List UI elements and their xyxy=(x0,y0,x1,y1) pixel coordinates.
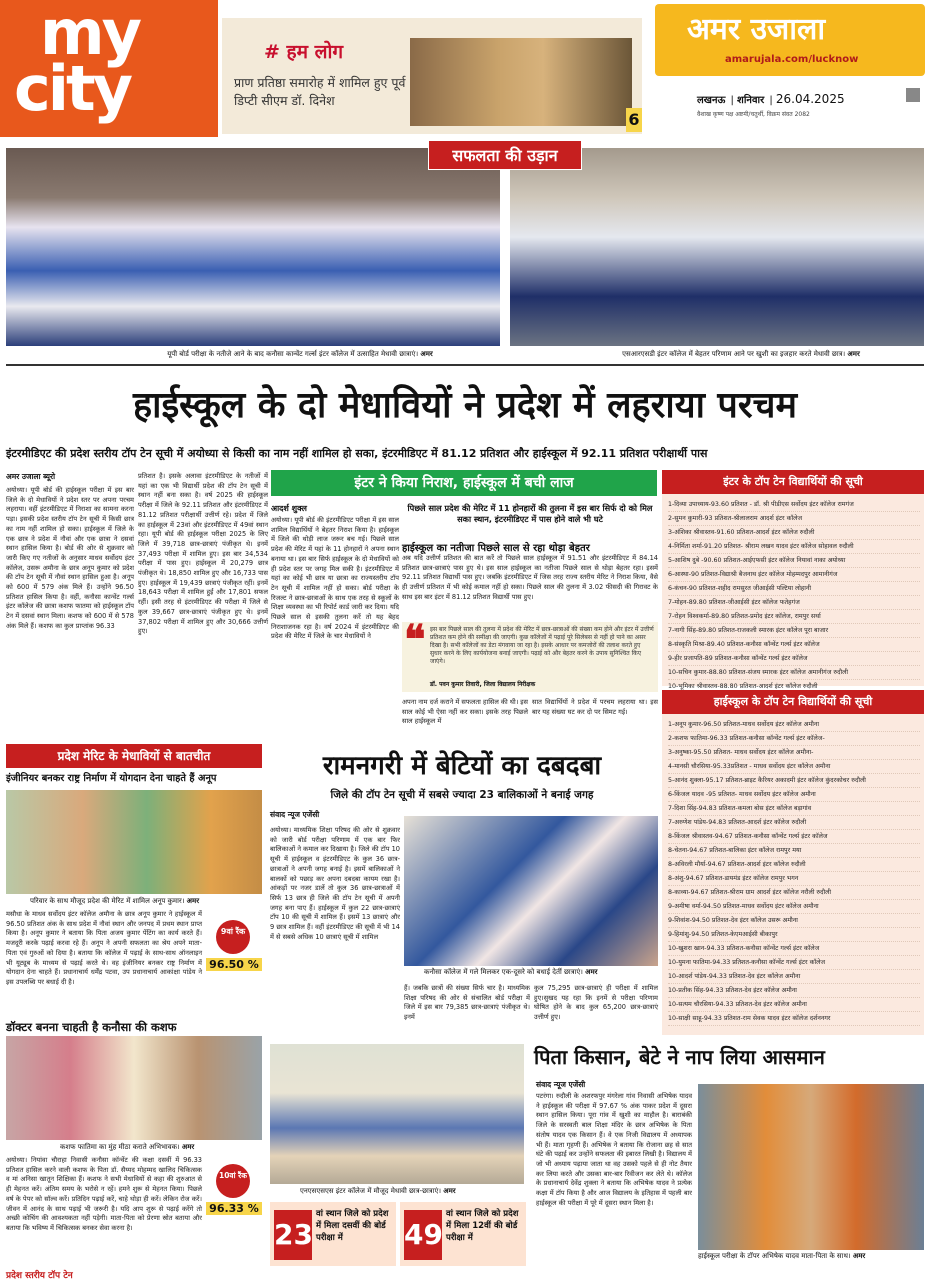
page-number: 6 xyxy=(626,108,642,132)
ram-col-1: अयोध्या। माध्यमिक शिक्षा परिषद की ओर से शुक्रवार को जारी बोर्ड परीक्षा परिणाम में एक बार फिर बालिकाओं ने कमाल कर दिखाया है। जिले की टॉप 10 सूची में हाईस्कूल व इंटरमीडिएट के कुल 36 छात्र-छात्राओं ने अपनी जगह बनाई है। इसमें बालिकाओं ने बालकों को पछाड़ कर अपना दबदबा कायम रखा है। आंकड़ों पर नजर डालें तो कुल 36 छात्र-छात्राओं में सिर्फ 13 छात्र ही जिले की टॉप टेन सूची में अपनी जगह बना पाए हैं। हाईस्कूल में कुल 22 छात्र-छात्राएं टॉप 10 की सूची में शामिल हैं। इसमें 13 छात्राएं और 9 छात्र शामिल हैं। वहीं इंटरमीडिएट की सूची में भी 14 में से सबसे अधिक 10 छात्राएं सूची में शामिल xyxy=(270,826,400,941)
bottom-strip: प्रदेश स्तरीय टॉप टेन xyxy=(6,1271,73,1281)
interview-banner: प्रदेश मेरिट के मेधावियों से बातचीत xyxy=(6,744,262,768)
caption-girls: यूपी बोर्ड परीक्षा के नतीजे आने के बाद कनौसा कान्वेंट गर्ल्स इंटर कॉलेज में उत्साहित मेधावी छात्राएं। अमर xyxy=(167,350,433,358)
photo-girls-celebrating xyxy=(6,148,500,346)
toppers-inter-list xyxy=(662,494,924,694)
caption-anoop: परिवार के साथ मौजूद प्रदेश की मेरिट में शामिल अनूप कुमार। अमर xyxy=(30,897,200,905)
quote-author: डॉ. पवन कुमार तिवारी, जिला विद्यालय निरीक्षक xyxy=(430,681,536,688)
inter-col-3: अपना नाम दर्ज कराने में सफलता हासिल की थी। इस साल कोई भी ऐसा नहीं कर सका। इसके तरह पिछले साल हाईस्कूल में xyxy=(402,698,528,726)
caption-kashaf: कशफ फातिमा का मुंह मीठा कराते अभिभावक। अमर xyxy=(60,1143,195,1151)
main-headline: हाईस्कूल के दो मेधावियों ने प्रदेश में लहराया परचम xyxy=(133,385,797,426)
toppers-hs-box xyxy=(662,690,924,1035)
percent-9: 96.50 % xyxy=(206,958,262,971)
photo-boys-celebrating xyxy=(510,148,924,346)
topper-item: 6-कंचन-90 प्रतिशत-शहीद रामसुरत जीआईसी पल्टिया लोहानी xyxy=(668,582,920,596)
city-label: लखनऊ xyxy=(697,95,726,106)
paper-name: अमर उजाला xyxy=(687,12,826,47)
date-label: 26.04.2025 xyxy=(775,92,845,106)
humlog-tag: # हम लोग xyxy=(264,41,344,63)
topper-item: 8-काव्या-94.67 प्रतिशत-श्रीराम ग्राम आदर्श इंटर कॉलेज नरौली रुदौली xyxy=(668,886,920,900)
topper-item: 5-आशिष दुबे -90.60 प्रतिशत-आईएफसी इंटर कॉलेज नियावां नाका अयोध्या xyxy=(668,554,920,568)
inter-banner: इंटर ने किया निराश, हाईस्कूल में बची लाज xyxy=(271,470,657,496)
topper-item: 8-अंशु-94.67 प्रतिशत-डायमंड इंटर कॉलेज रामपुर भगन xyxy=(668,872,920,886)
caption-girls-hugging: कनौसा कॉलेज में गले मिलकर एक-दूसरे को बधाई देतीं छात्राएं। अमर xyxy=(424,968,598,976)
interview2-body: अयोध्या। नियांवा चौराहा निवासी कनौसा कॉन्वेंट की कक्षा दसवीं में 96.33 प्रतिशत हासिल करने वाली कशफ के पिता डॉ. सैय्यद मोहम्मद खालिद चिकित्सक व मां अनिसा खातून शिक्षिका हैं। कशफ ने सभी मेधावियों से कहा की शुरुआत से ही मेहनत करें। अंतिम समय के भरोसे न रहें। हमने शुरू से मेहनत किया। पिछले वर्ष के पेपर को सॉल्व करें। प्रतिदिन पढ़ाई करें, चाहे थोड़ा ही करें। लेकिन रोज करें। जीवन में आनंद के साथ पढ़ाई भी जरूरी है। यदि आप शुरू से पढ़ाई करेंगे तो अच्छी कोचिंग की आवश्यकता नहीं पड़ेगी। माता-पिता को प्रेरणा स्रोत बताया और बताया कि भविष्य में चिकित्सक बनकर सेवा करना है। xyxy=(6,1156,202,1232)
ram-subheadline: जिले की टॉप टेन सूची में सबसे ज्यादा 23 बालिकाओं ने बनाई जगह xyxy=(330,789,594,801)
topper-item: 7-अरुणेश पांडेय-94.83 प्रतिशत-आदर्श इंटर कॉलेज रुदौली xyxy=(668,816,920,830)
caption-boys: एसआरएसडी इंटर कॉलेज में बेहतर परिणाम आने पर खुशी का इजहार करते मेधावी छात्र। अमर xyxy=(622,350,860,358)
caption-nss: एनएसएसएस इंटर कॉलेज में मौजूद मेधावी छात्र-छात्राएं। अमर xyxy=(300,1187,456,1195)
topper-item: 7-नागी सिंह-89.80 प्रतिशत-राजकली स्मारक इंटर कॉलेज पूरा बाजार xyxy=(668,624,920,638)
inter-byline: आदर्श शुक्ल xyxy=(271,504,307,513)
logo-city: city xyxy=(14,52,131,125)
humlog-box xyxy=(222,18,642,134)
photo-anoop-family xyxy=(6,790,262,894)
topper-item: 8-संस्कृति मिश्रा-89.40 प्रतिशत-कनौसा कॉन्वेंट गर्ल्स इंटर कॉलेज xyxy=(668,638,920,652)
rank-23-text: वां स्थान जिले को प्रदेश में मिला दसवीं की बोर्ड परीक्षा में xyxy=(316,1209,389,1243)
divider-line xyxy=(6,364,924,366)
topper-item: 2-कशफ फातिमा-96.33 प्रतिशत-कनौसा कॉन्वेंट गर्ल्स इंटर कॉलेज- xyxy=(668,732,920,746)
inter-col-4: सात विद्यार्थियों ने प्रदेश में परचम लहराया था। इस बार यह संख्या घट कर दो पर सिमट गई। xyxy=(532,698,658,716)
rank-badge-10-circle: 10वां रैंक xyxy=(216,1164,250,1198)
toppers-inter-box xyxy=(662,470,924,690)
mycity-logo xyxy=(0,0,218,137)
rank-badge-9-circle: 9वां रैंक xyxy=(216,920,250,954)
topper-item: 10-खुशरा खान-94.33 प्रतिशत-कनौसा कॉन्वेंट गर्ल्स इंटर कॉलेज xyxy=(668,942,920,956)
inter-highlight: पिछले साल प्रदेश की मेरिट में 11 होनहारों की तुलना में इस बार सिर्फ दो को मिल सका स्थान, इंटरमीडिएट में पास होने वाले भी घटे xyxy=(407,503,653,524)
father-body: पटरंगा। रुदौली के अशरफपुर मंगरेला गांव निवासी अभिषेक यादव ने हाईस्कूल की परीक्षा में 97.67 % अंक पाकर प्रदेश में दूसरा स्थान हासिल किया। पूरा गांव में खुशी का माहौल है। बाराबंकी जिले के सरस्वती बाल शिक्षा मंदिर के छात्र अभिषेक के पिता संतोष यादव एक किसान हैं। वे एक निजी विद्यालय में अध्यापक भी हैं। माता गृहणी हैं। अभिषेक ने बताया कि रोजाना छह से सात घंटे की पढ़ाई कर उन्होंने सफलता की इबारत लिखी है। विद्यालय में जो भी अध्याय पढ़ाया जाता था वह उसको पहले से ही नोट तैयार कर लिया करते और उसका बार-बार रिवीजन कर लेते थे। कॉलेज के प्रधानाचार्य देवेंद्र शुक्ला ने बताया कि अभिषेक यादव ने प्रत्येक कक्षा में टॉप किया है और आज विद्यालय के इतिहास में पहली बार हाईस्कूल की परीक्षा में पूरे में दूसरा स्थान मिला है। xyxy=(536,1092,692,1207)
rank-box-49 xyxy=(400,1202,526,1266)
topper-item: 1-अनूप कुमार-96.50 प्रतिशत-माधव सर्वोदय इंटर कॉलेज अमौना xyxy=(668,718,920,732)
main-col-2: प्रतिशत है। इसके अलावा इंटरमीडिएट के नतीजों में यहां का एक भी विद्यार्थी प्रदेश की टॉप टेन सूची में स्थान नहीं बना सका है। वर्ष 2025 की हाईस्कूल परीक्षा में जिले के 92.11 प्रतिशत और इंटरमीडिएट में 81.12 प्रतिशत परीक्षार्थी उत्तीर्ण रहे। प्रदेश में जिले का हाईस्कूल में 23वां और इंटरमीडिएट में 49वां स्थान रहा। यूपी बोर्ड की हाईस्कूल परीक्षा 2025 के लिए जिले में 39,718 छात्र-छात्राएं पंजीकृत थे। इनमें 37,493 परीक्षा में शामिल हुए। इस बार 34,534 परीक्षा में पास हुए। हाईस्कूल में 20,279 छात्र पंजीकृत थे। 18,850 शामिल हुए और 16,733 पास हुए। हाईस्कूल में 19,439 छात्राएं पंजीकृत रहीं। इनमें 18,643 परीक्षा में शामिल हुईं और 17,801 सफल रहीं। इसी तरह से इंटरमीडिएट की परीक्षा में जिले से कुल 39,667 छात्र-छात्राएं पंजीकृत हुए थे। इनमें 37,802 परीक्षा में शामिल हुए और 30,666 उत्तीर्ण हुए। xyxy=(138,472,268,636)
rank-badge-9 xyxy=(206,920,262,974)
topper-item: 8-किंजल श्रीवास्तव-94.67 प्रतिशत-कनौसा कॉन्वेंट गर्ल्स इंटर कॉलेज xyxy=(668,830,920,844)
main-byline: अमर उजाला ब्यूरो xyxy=(6,472,56,481)
rank-49-number: 49 xyxy=(404,1210,442,1260)
ram-col-2: हैं। जबकि छात्रों की संख्या सिर्फ चार है। माध्यमिक शिक्षा परिषद की ओर से संचालित बोर्ड परीक्षा में जिले में इस बार 79,385 छात्र-छात्राएं पंजीकृत थे। इनमें xyxy=(404,984,530,1022)
logo-my: my xyxy=(40,0,140,69)
ram-byline: संवाद न्यूज एजेंसी xyxy=(270,810,320,819)
percent-10: 96.33 % xyxy=(206,1202,262,1215)
inter-subhead: हाईस्कूल का नतीजा पिछले साल से रहा थोड़ा बेहतर xyxy=(402,543,590,554)
rank-box-23 xyxy=(270,1202,396,1266)
dateline: लखनऊ | शनिवार | 26.04.2025 वैशाख कृष्ण पक्ष अष्टमी/चतुर्थी, विक्रम संवत 2082 xyxy=(697,88,922,118)
toppers-hs-list xyxy=(662,714,924,1026)
interview2-headline: डॉक्टर बनना चाहती है कनौसा की कशफ xyxy=(6,1020,177,1034)
rank-badge-10 xyxy=(206,1164,262,1224)
topper-item: 10-युमना फातिमा-94.33 प्रतिशत-कनौसा कॉन्वेंट गर्ल्स इंटर कॉलेज xyxy=(668,956,920,970)
interview1-headline: इंजीनियर बनकर राष्ट्र निर्माण में योगदान देना चाहते हैं अनूप xyxy=(6,773,217,784)
corner-square xyxy=(906,88,920,102)
topper-item: 5-आनंद शुक्ला-95.17 प्रतिशत-ब्राइट कैरियर अकादमी इंटर कॉलेज कुंदरकोचर रुदौली xyxy=(668,774,920,788)
rank-23-number: 23 xyxy=(274,1210,312,1260)
topper-item: 3-अनुष्का-95.50 प्रतिशत- माधव सर्वोदय इंटर कॉलेज अमौना- xyxy=(668,746,920,760)
ram-headline: रामनगरी में बेटियों का दबदबा xyxy=(322,751,602,781)
topper-item: 9-हिमांशु-94.50 प्रतिशत-केएमआईसी बीकापुर xyxy=(668,928,920,942)
ram-col-3: कुल 75,295 छात्र-छात्राएं ही परीक्षा में शामिल हुए।सुखद यह रहा कि इनमें से परीक्षा परिणाम घोषित होने के बाद कुल 65,200 छात्र-छात्राएं उत्तीर्ण हुए। xyxy=(534,984,658,1022)
topper-item: 4-मानसी चौरसिया-95.33प्रतिशत - माधव सर्वोदय इंटर कॉलेज अमौना xyxy=(668,760,920,774)
main-subheadline: इंटरमीडिएट की प्रदेश स्तरीय टॉप टेन सूची में अयोध्या से किसी का नाम नहीं शामिल हो सका, इंटरमीडिएट में 81.12 प्रतिशत और हाईस्कूल में 92.11 प्रतिशत परीक्षार्थी पास xyxy=(6,447,708,460)
topper-item: 8-अविरली मौर्या-94.67 प्रतिशत-आदर्श इंटर कॉलेज रुदौली xyxy=(668,858,920,872)
topper-item: 10-प्रतीक सिंह-94.33 प्रतिशत-देव इंटर कॉलेज अमौना xyxy=(668,984,920,998)
inter-col-2: अब यदि उत्तीर्ण प्रतिशत की बात करें तो पिछले साल हाईस्कूल में 91.51 और इंटरमीडिएट में 84.14 प्रतिशत छात्र-छात्राएं पास हुए थे। इस साल हाईस्कूल का नतीजा पिछले साल से थोड़ा बेहतर रहा। इसमें 92.11 प्रतिशत विद्यार्थी पास हुए। जबकि इंटरमीडिएट में जिस तरह राज्य स्तरीय मेरिट ने निराश किया, वैसे ही उत्तीर्ण प्रतिशत में भी कोई कमाल नहीं हो सका। पिछले साल की तुलना में 3.02 फीसदी की गिरावट के साथ इस बार इंटर में 81.12 प्रतिशत विद्यार्थी पास हुए। xyxy=(402,554,658,601)
day-label: शनिवार xyxy=(737,95,765,106)
topper-item: 10-साक्षी साहू-94.33 प्रतिशत-राम सेवक यादव इंटर कॉलेज दर्शननगर xyxy=(668,1012,920,1026)
toppers-hs-title: हाईस्कूल के टॉप टेन विद्यार्थियों की सूची xyxy=(662,690,924,714)
topper-item: 9-शिवांश-94.50 प्रतिशत-देव इंटर कॉलेज उसरू अमौना xyxy=(668,914,920,928)
topper-item: 10-आदर्श पांडेय-94.33 प्रतिशत-देव इंटर कॉलेज अमौना xyxy=(668,970,920,984)
humlog-text: प्राण प्रतिष्ठा समारोह में शामिल हुए पूर्व डिप्टी सीएम डॉ. दिनेश xyxy=(234,75,406,108)
topper-item: 3-अंशिका श्रीवास्तव-91.60 प्रतिशत-आदर्श इंटर कॉलेज रुदौली xyxy=(668,526,920,540)
paper-url: amarujala.com/lucknow xyxy=(725,54,859,65)
photo-girls-hugging xyxy=(404,816,658,966)
caption-abhishek: हाईस्कूल परीक्षा के टॉपर अभिषेक यादव माता-पिता के साथ। अमर xyxy=(698,1252,866,1260)
interview1-body: मसौधा के माधव सर्वोदय इंटर कॉलेज अमौना के छात्र अनूप कुमार ने हाईस्कूल में 96.50 प्रतिशत अंक के साथ प्रदेश में नौवां स्थान और जनपद में प्रथम स्थान प्राप्त किया है। अनूप कुमार ने बताया कि पिता अजय कुमार पेंटिंग का कार्य करते हैं। मजदूरी करके पढ़ाई करवा रहे हैं। अनूप ने अपनी सफलता का श्रेय अपने माता-पिता एवं गुरुओं को दिया है। बताया कि कॉलेज में पढ़ाई के साथ-साथ ऑनलाइन भी यूट्यूब के माध्यम से पढ़ाई करते थे। वह इंजीनियर बनकर राष्ट्र निर्माण में योगदान देना चाहते हैं। प्रधानाचार्य धर्मेंद्र पटवा, उप प्रधानाचार्य आकांक्षा पांडेय ने इस उपलब्धि पर बधाई दी है। xyxy=(6,910,202,986)
topper-item: 2-सुमन कुमारी-93 प्रतिशत-श्रीलालराम आदर्श इंटर कॉलेज xyxy=(668,512,920,526)
inter-col-1: अयोध्या। यूपी बोर्ड की इंटरमीडिएट परीक्षा में इस साल शामिल विद्यार्थियों ने बेहतर निराश किया है। हाईस्कूल में जिले की थोड़ी लाज जरूर बच गई। पिछले साल प्रदेश की मेरिट में यहां के 11 होनहारों ने अपना स्थान बनाया था। इस बार सिर्फ हाईस्कूल के दो मेधावियों को ही प्रदेश स्तर पर जगह मिल सकी है। इंटरमीडिएट में यहां का कोई भी छात्र या छात्रा का राज्यस्तरीय टॉप टेन सूची में शामिल नहीं हो सका। बोर्ड परीक्षा के रिजल्ट ने छात्र-छात्राओं के साथ एक तरह से स्कूलों के शिक्षा व्यवस्था का भी रिपोर्ट कार्ड जारी कर दिया। यदि पिछले साल से इसकी तुलना करें तो यह बेहद निराशाजनक रहा है। वर्ष 2024 में इंटरमीडिएट की प्रदेश की मेरिट में जिले के चार मेधावियों ने xyxy=(271,516,399,641)
paper-masthead xyxy=(655,4,925,76)
topper-item: 9-हीर प्रजापति-89 प्रतिशत-कनौसा कॉन्वेंट गर्ल्स इंटर कॉलेज xyxy=(668,652,920,666)
photo-abhishek-family xyxy=(698,1084,924,1250)
success-banner: सफलता की उड़ान xyxy=(428,140,582,170)
topper-item: 7-रोहन विश्वकर्मा-89.80 प्रतिशत-प्रमोद इंटर कॉलेज, रामपुर सर्था xyxy=(668,610,920,624)
calendar-line: वैशाख कृष्ण पक्ष अष्टमी/चतुर्थी, विक्रम संवत 2082 xyxy=(697,111,810,118)
quote-box xyxy=(402,616,658,692)
humlog-photo xyxy=(410,38,632,126)
toppers-inter-title: इंटर के टॉप टेन विद्यार्थियों की सूची xyxy=(662,470,924,494)
topper-item: 7-मोहन-89.80 प्रतिशत-जीआईसी इंटर कॉलेज फतेहगंज xyxy=(668,596,920,610)
topper-item: 10-भूमिका श्रीवास्तव-88.80 प्रतिशत-आदर्श इंटर कॉलेज रुदौली xyxy=(668,680,920,694)
topper-item: 8-चेतना-94.67 प्रतिशत-बालिका इंटर कॉलेज रामपुर मया xyxy=(668,844,920,858)
topper-item: 7-दिशा सिंह-94.83 प्रतिशत-कमला बोस इंटर कॉलेज बड़ागांव xyxy=(668,802,920,816)
topper-item: 6-आस्था-90 प्रतिशत-विद्याश्री बैजनाथ इंटर कॉलेज मोहम्मदपुर आमानीगंज xyxy=(668,568,920,582)
father-byline: संवाद न्यूज एजेंसी xyxy=(536,1080,586,1089)
topper-item: 9-अमीषा वर्मा-94.50 प्रतिशत-माधव सर्वोदय इंटर कॉलेज अमौना xyxy=(668,900,920,914)
quote-mark-icon: ❝ xyxy=(404,616,426,663)
topper-item: 6-किंजल यादव -95 प्रतिशत- माधव सर्वोदय इंटर कॉलेज अमौना xyxy=(668,788,920,802)
photo-nss-group xyxy=(270,1044,524,1184)
topper-item: 10-सचिन कुमार-88.80 प्रतिशत-संजय स्मारक इंटर कॉलेज अमानीगंज रुदौली xyxy=(668,666,920,680)
photo-kashaf-family xyxy=(6,1036,262,1140)
quote-text: इस बार पिछले साल की तुलना में प्रदेश की मेरिट में छात्र-छात्राओं की संख्या कम होने और इंटर में उत्तीर्ण प्रतिशत कम होने की समीक्षा की जाएगी। कुछ कॉलेजों में पढ़ाई पूरे सिलेबस से नहीं हो पाने का असर दिखा है। सभी कॉलेजों का डेटा मंगवाया जा रहा है। इसके आधार पर कमजोरों की तलाश करते हुए सुधार करने के लिए कार्ययोजना बनाई जाएगी। पढ़ाई को और बेहतर करने के उपाय सुनिश्चित किए जाएंगे। xyxy=(430,626,654,665)
topper-item: 4-निर्मिता शर्मा-91.20 प्रतिशत- श्रीराम लखन यादव इंटर कॉलेज सोहावल रुदौली xyxy=(668,540,920,554)
topper-item: 10-सत्यम चौरसिया-94.33 प्रतिशत-देव इंटर कॉलेज अमौना xyxy=(668,998,920,1012)
topper-item: 1-दिव्या उपाध्याय-93.60 प्रतिशत - डॉ. श्री पीडीएस सर्वोदय इंटर कॉलेज रामगंज xyxy=(668,498,920,512)
father-headline: पिता किसान, बेटे ने नाप लिया आसमान xyxy=(534,1045,825,1069)
rank-49-text: वां स्थान जिले को प्रदेश में मिला 12वीं की बोर्ड परीक्षा में xyxy=(446,1209,519,1243)
main-col-1: अयोध्या। यूपी बोर्ड की हाईस्कूल परीक्षा में इस बार जिले के दो मेधावियों ने प्रदेश स्तर पर अपना परचम लहराया। वहीं इंटरमीडिएट में निराशा का सामना करना पड़ा। इसकी प्रदेश स्तरीय टॉप टेन सूची में किसी छात्र का नाम नहीं शामिल हो सका। हाईस्कूल में जिले के एक छात्र ने प्रदेश में नौवां और एक छात्रा ने दसवां स्थान हासिल किया है। बोर्ड की ओर से शुक्रवार को जारी किए गए नतीजों के अनुसार माधव सर्वोदय इंटर कॉलेज, उसरू अमौना के छात्र अनूप कुमार को प्रदेश की टॉप टेन सूची में नौवां स्थान हासिल हुआ है। अनूप को 600 में 579 अंक मिले हैं। उन्होंने 96.50 प्रतिशत हासिल किया है। वहीं, कनौसा कान्वेंट गर्ल्स इंटर कॉलेज की छात्रा कशफ फातमा को हाईस्कूल टॉप टेन में दसवां स्थान मिला। कशफ को 600 में से 578 अंक मिले हैं। कशफ का कुल प्राप्तांक 96.33 xyxy=(6,486,134,630)
